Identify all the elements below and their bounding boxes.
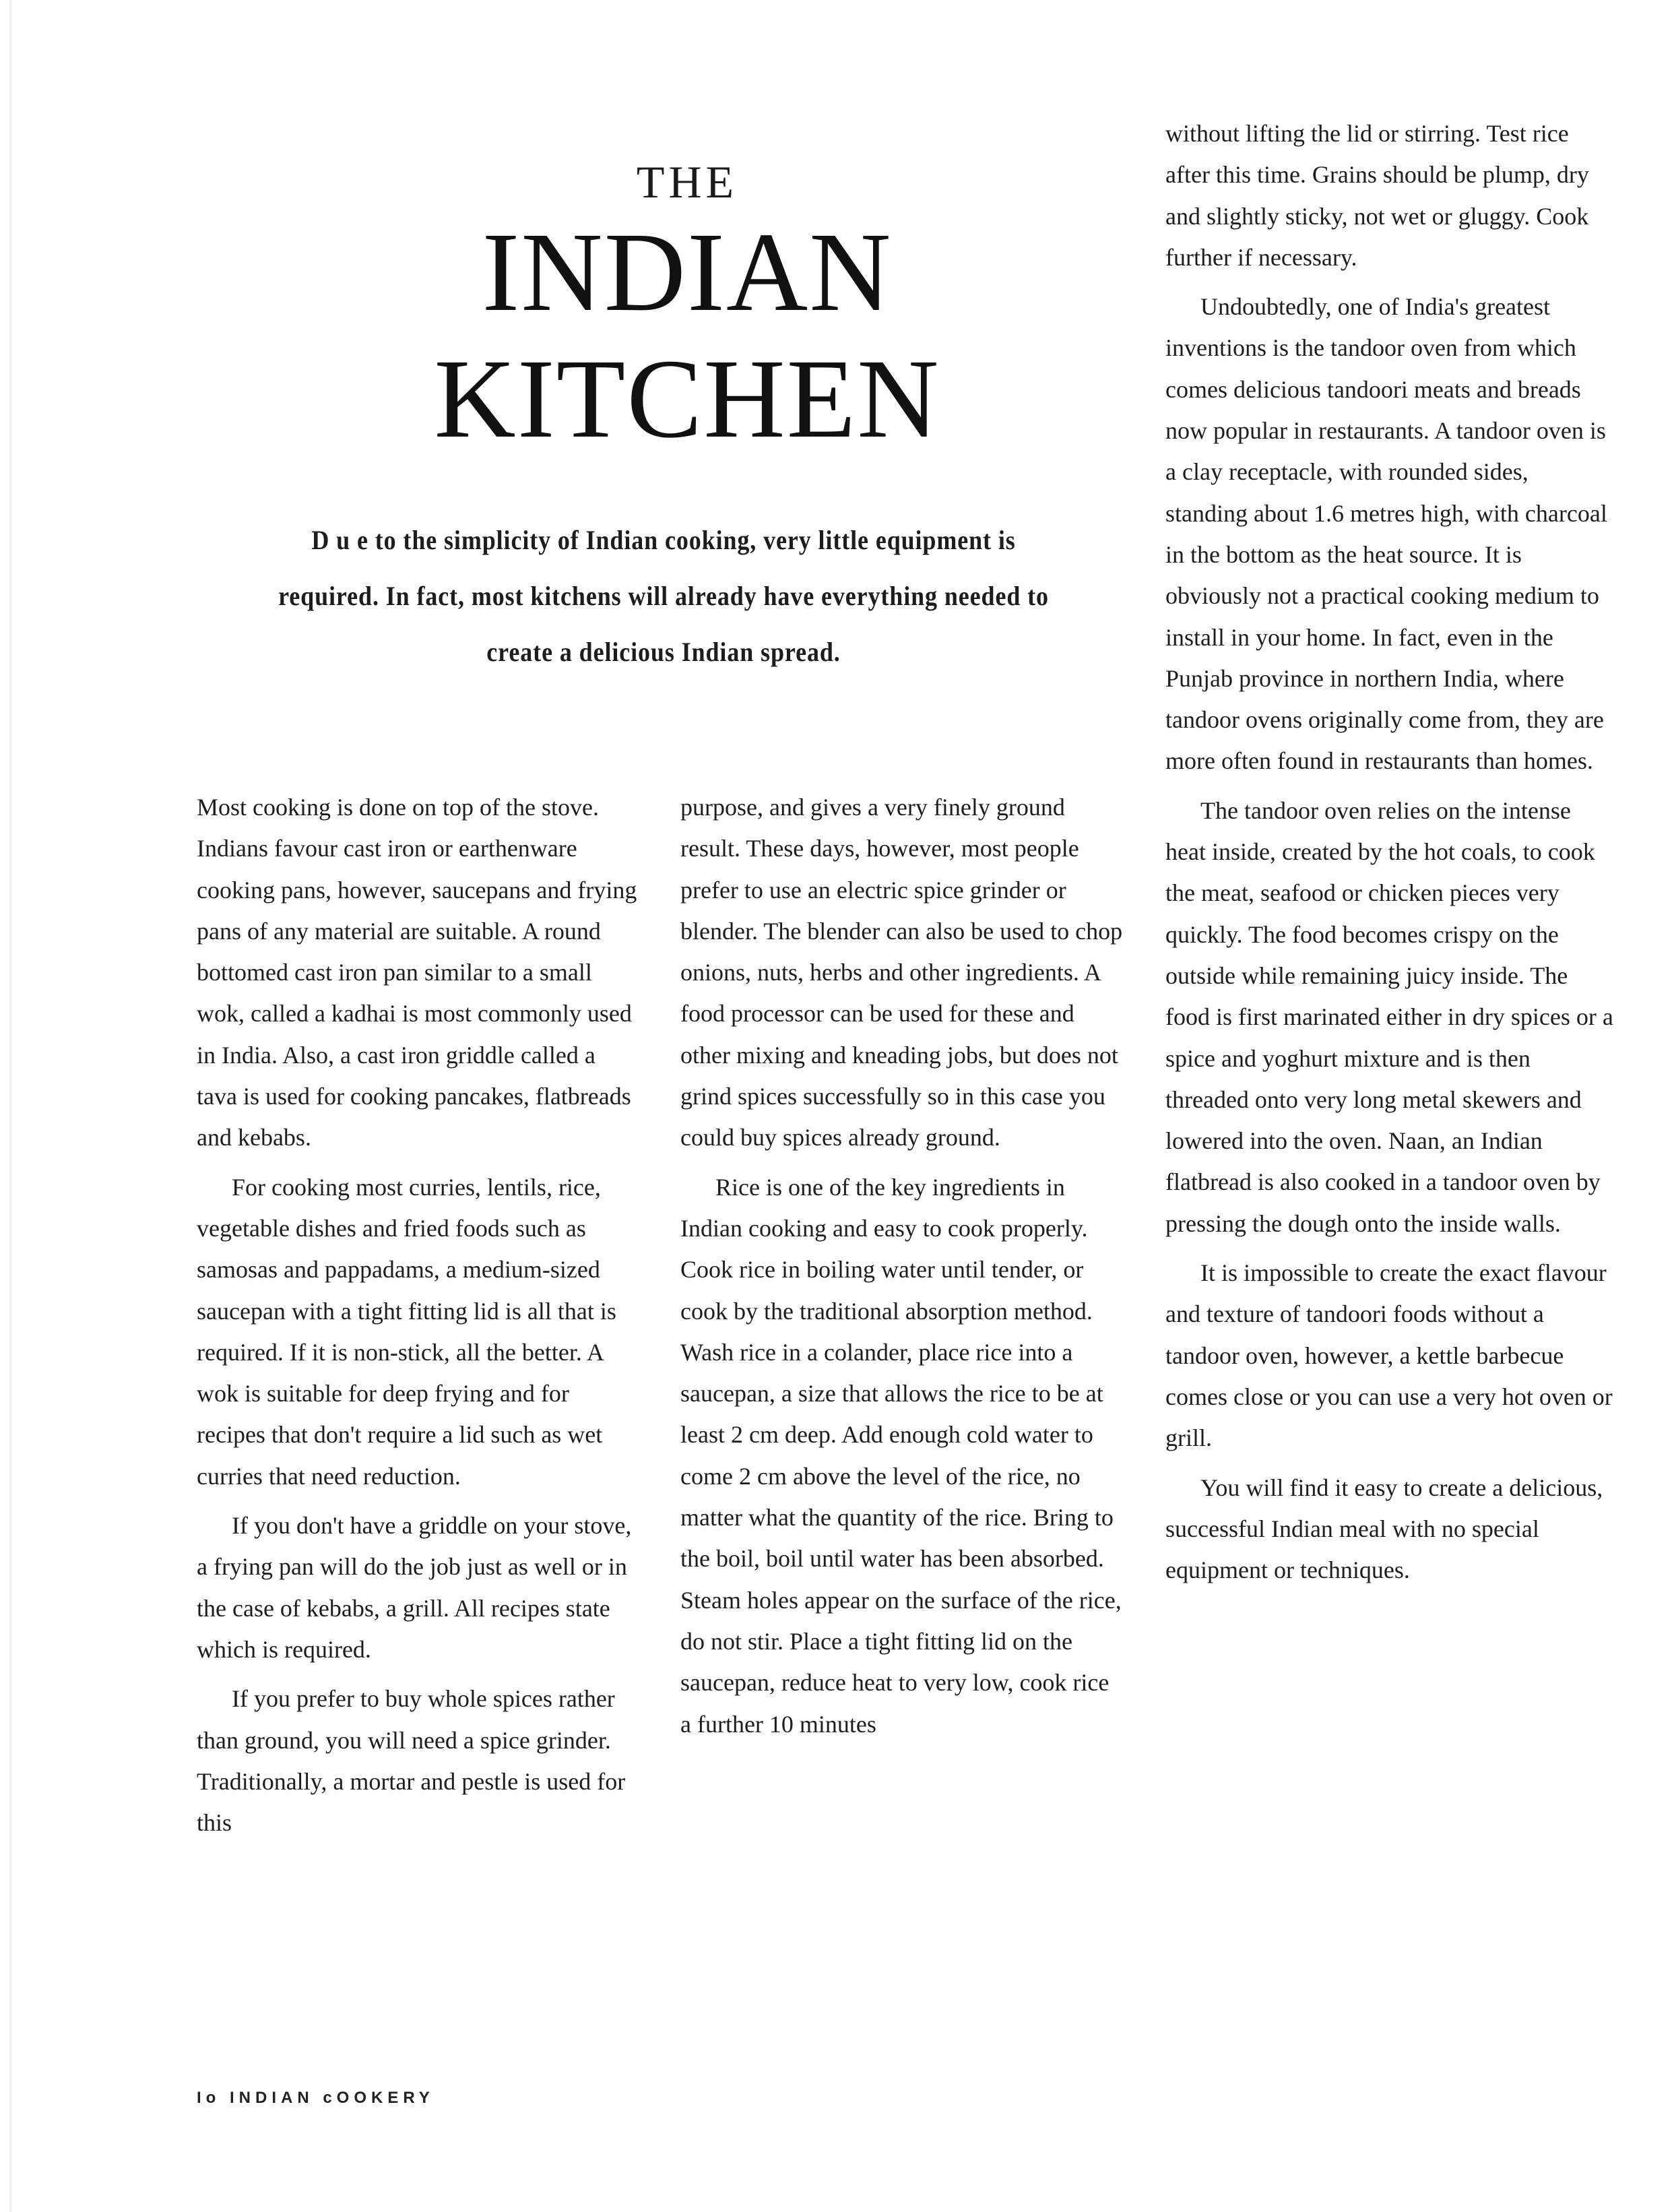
paragraph: It is impossible to create the exact flavour and texture of tandoori foods without a tandoor oven, however, a kettle barbecue comes close or you can use a very hot oven or grill. xyxy=(1165,1259,1613,1452)
paragraph: For cooking most curries, lentils, rice, vegetable dishes and fried foods such as samosas and pappadams, a medium-sized saucepan with a tight fitting lid is all that is required. If it is non-stick, all the better. A wok is suitable for deep frying and for recipes that don't require a lid such as wet curries that need reduction. xyxy=(197,1173,616,1490)
paragraph: purpose, and gives a very finely ground result. These days, however, most people prefer to use an electric spice grinder or blender. The blender can also be used to chop onions, nuts, herbs and other ingredients. A food processor can be used for these and other mixing and kneading jobs, but does not grind spices successfully so in this case you could buy spices already ground. xyxy=(680,794,1123,1151)
paragraph: without lifting the lid or stirring. Test rice after this time. Grains should be plump, dry and slightly sticky, not wet or gluggy. Cook further if necessary. xyxy=(1165,120,1589,271)
page-title xyxy=(290,155,1085,462)
title-kitchen: KITCHEN xyxy=(434,336,940,462)
text-column-1 xyxy=(197,787,641,1843)
intro-paragraph: D u e to the simplicity of Indian cooking, very little equipment is required. In fact, most kitchens will already have everything needed to create a delicious Indian spread. xyxy=(278,525,1049,667)
page-footer: Io INDIAN cOOKERY xyxy=(197,2089,435,2107)
paragraph: Undoubtedly, one of India's greatest inventions is the tandoor oven from which comes delicious tandoori meats and breads now popular in restaurants. A tandoor oven is a clay receptacle, with rounded sides, standing about 1.6 metres high, with charcoal in the bottom as the heat source. It is obviously not a practical cooking medium to install in your home. In fact, even in the Punjab province in northern India, where tandoor ovens originally come from, they are more often found in restaurants than homes. xyxy=(1165,293,1607,775)
paragraph: Rice is one of the key ingredients in Indian cooking and easy to cook properly. Cook rice in boiling water until tender, or cook by the traditional absorption method. Wash rice in a colander, place rice into a saucepan, a size that allows the rice to be at least 2 cm deep. Add enough cold water to come 2 cm above the level of the rice, no matter what the quantity of the rice. Bring to the boil, boil until water has been absorbed. Steam holes appear on the surface of the rice, do not stir. Place a tight fitting lid on the saucepan, reduce heat to very low, cook rice a further 10 minutes xyxy=(680,1173,1122,1738)
text-column-2 xyxy=(680,787,1125,1745)
paragraph: You will find it easy to create a delicious, successful Indian meal with no special equipment or techniques. xyxy=(1165,1474,1603,1584)
title-indian: INDIAN xyxy=(482,210,893,335)
paragraph: The tandoor oven relies on the intense heat inside, created by the hot coals, to cook the meat, seafood or chicken pieces very quickly. The food becomes crispy on the outside while remaining juicy inside. The food is first marinated either in dry spices or a spice and yoghurt mixture and is then threaded onto very long metal skewers and lowered into the oven. Naan, an Indian flatbread is also cooked in a tandoor oven by pressing the dough onto the inside walls. xyxy=(1165,796,1613,1237)
page-edge-shadow xyxy=(9,0,12,2212)
title-the: THE xyxy=(636,156,738,208)
paragraph: Most cooking is done on top of the stove. Indians favour cast iron or earthenware cooking pans, however, saucepans and frying pans of any material are suitable. A round bottomed cast iron pan similar to a small wok, called a kadhai is most commonly used in India. Also, a cast iron griddle called a tava is used for cooking pancakes, flatbreads and kebabs. xyxy=(197,794,637,1151)
paragraph: If you prefer to buy whole spices rather than ground, you will need a spice grinder. Traditionally, a mortar and pestle is used for this xyxy=(197,1685,626,1837)
paragraph: If you don't have a griddle on your stove, a frying pan will do the job just as well or in the case of kebabs, a grill. All recipes state which is required. xyxy=(197,1512,632,1663)
text-column-3 xyxy=(1165,113,1613,1591)
